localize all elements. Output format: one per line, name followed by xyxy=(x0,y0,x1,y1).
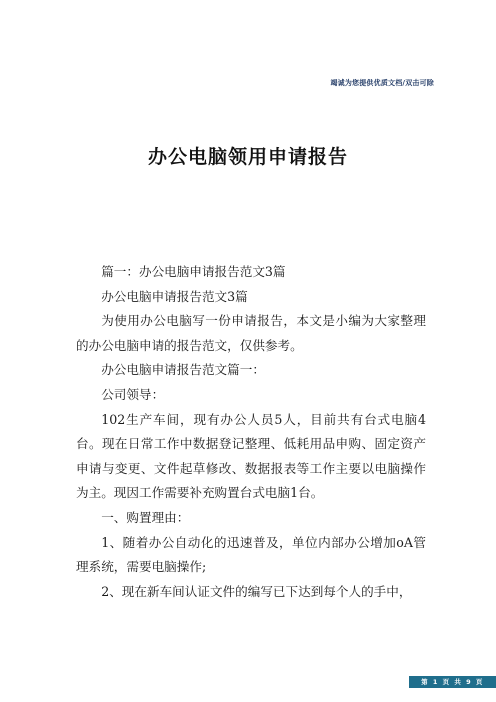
paragraph: 为使用办公电脑写一份申请报告，本文是小编为大家整理的办公电脑申请的报告范文，仅供参考。 xyxy=(76,313,426,353)
paragraph: 公司领导： xyxy=(101,386,165,402)
header-note: 竭诚为您提供优质文档/双击可除 xyxy=(330,79,434,87)
paragraph: 办公电脑申请报告范文篇一： xyxy=(101,362,265,378)
paragraph: 2、现在新车间认证文件的编写已下达到每个人的手中， xyxy=(101,583,412,599)
paragraph: 102生产车间，现有办公人员5人，目前共有台式电脑4台。现在日常工作中数据登记整理、低耗用品申购、固定资产申请与变更、文件起草修改、数据报表等工作主要以电脑操作为主。现因工作需要补充购置台式电脑1台。 xyxy=(76,411,426,501)
page-indicator: 第 1 页 共 9 页 xyxy=(409,676,496,688)
paragraph: 办公电脑申请报告范文3篇 xyxy=(101,288,248,304)
paragraph: 1、随着办公自动化的迅速普及，单位内部办公增加oA管理系统，需要电脑操作; xyxy=(76,534,426,575)
paragraph: 一、购置理由： xyxy=(101,509,190,525)
document-title: 办公电脑领用申请报告 xyxy=(147,146,348,168)
paragraph: 篇一：办公电脑申请报告范文3篇 xyxy=(101,264,286,279)
document-body xyxy=(76,260,426,604)
